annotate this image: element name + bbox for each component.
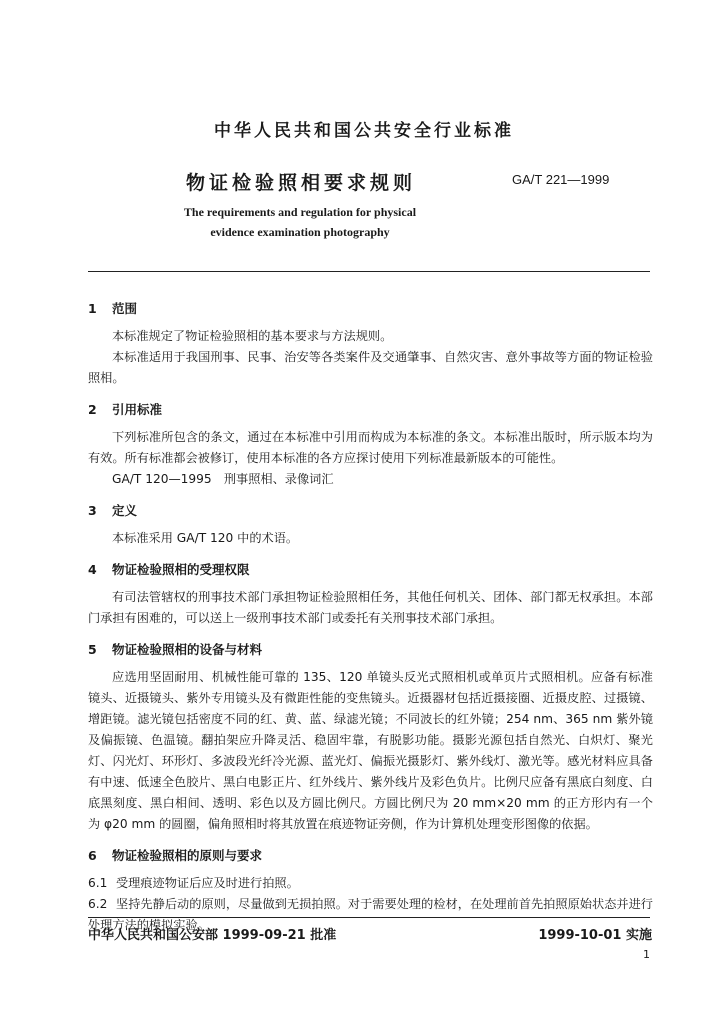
- clause-6-1-number: 6.1: [88, 876, 108, 890]
- approval-note: 中华人民共和国公安部 1999-09-21 批准: [88, 928, 337, 943]
- section-2-title: 引用标准: [112, 402, 163, 417]
- document-body: [88, 298, 653, 936]
- standard-title: 物证检验照相要求规则: [186, 172, 417, 194]
- section-5-number: 5: [88, 642, 97, 657]
- section-2-reference: GA/T 120—1995 刑事照相、录像词汇: [112, 472, 334, 486]
- english-title-line-2: evidence examination photography: [210, 225, 390, 239]
- section-1-heading: [88, 298, 653, 319]
- section-2-heading: [88, 399, 653, 420]
- section-2-paragraph-1: 下列标准所包含的条文，通过在本标准中引用而构成为本标准的条文。本标准出版时，所示版本均为有效。所有标准都会被修订，使用本标准的各方应探讨使用下列标准最新版本的可能性。: [88, 430, 653, 465]
- clause-6-1: [88, 873, 653, 894]
- section-1-title: 范围: [112, 301, 138, 316]
- section-5-heading: [88, 639, 653, 660]
- section-4-heading: [88, 559, 653, 580]
- issuer-heading: 中华人民共和国公共安全行业标准: [214, 121, 514, 141]
- section-3-title: 定义: [112, 503, 138, 518]
- section-3-heading: [88, 500, 653, 521]
- bottom-divider: [88, 917, 650, 918]
- section-1-paragraph-2: 本标准适用于我国刑事、民事、治安等各类案件及交通肇事、自然灾害、意外事故等方面的物证检验照相。: [88, 350, 653, 385]
- clause-6-2-number: 6.2: [88, 897, 108, 911]
- section-3-paragraph-1: 本标准采用 GA/T 120 中的术语。: [112, 531, 299, 545]
- english-title-line-1: The requirements and regulation for physical: [183, 205, 417, 219]
- top-divider: [88, 271, 650, 272]
- clause-6-1-text: 受理痕迹物证后应及时进行拍照。: [116, 876, 299, 890]
- section-6-title: 物证检验照相的原则与要求: [112, 848, 263, 863]
- section-4-number: 4: [88, 562, 97, 577]
- section-1-paragraph-1: 本标准规定了物证检验照相的基本要求与方法规则。: [112, 329, 393, 343]
- section-1-number: 1: [88, 301, 97, 316]
- section-5-paragraph-1: 应选用坚固耐用、机械性能可靠的 135、120 单镜头反光式照相机或单页片式照相机。应备有标准镜头、近摄镜头、紫外专用镜头及有微距性能的变焦镜头。近摄器材包括近摄接圈、近摄皮腔、过摄镜、增距镜。滤光镜包括密度不同的红、黄、蓝、绿滤光镜；不同波长的红外镜；254 nm、365 nm 紫外镜及偏振镜、色温镜。翻拍架应升降灵活、稳固牢靠，有脱影功能。摄影光源包括自然光、白炽灯、聚光灯、闪光灯、环形灯、多波段光纤冷光源、蓝光灯、偏振光摄影灯、紫外线灯、激光等。感光材料应具备有中速、低速全色胶片、黑白电影正片、红外线片、紫外线片及彩色负片。比例尺应备有黑底白刻度、白底黑刻度、黑白相间、透明、彩色以及方圆比例尺。方圆比例尺为 20 mm×20 mm 的正方形内有一个为 φ20 mm 的圆圈，偏角照相时将其放置在痕迹物证旁侧，作为计算机处理变形图像的依据。: [88, 670, 653, 831]
- clause-6-2-text: 坚持先静后动的原则，尽量做到无损拍照。对于需要处理的检材，在处理前首先拍照原始状态并进行处理方法的模拟实验。: [88, 897, 653, 932]
- section-6-heading: [88, 845, 653, 866]
- english-title: [0, 202, 600, 242]
- implementation-date: 1999-10-01 实施: [538, 928, 652, 943]
- section-4-paragraph-1: 有司法管辖权的刑事技术部门承担物证检验照相任务，其他任何机关、团体、部门都无权承担。本部门承担有困难的，可以送上一级刑事技术部门或委托有关刑事技术部门承担。: [88, 590, 653, 625]
- section-4-title: 物证检验照相的受理权限: [112, 562, 250, 577]
- section-5-title: 物证检验照相的设备与材料: [112, 642, 263, 657]
- section-3-number: 3: [88, 503, 97, 518]
- section-6-number: 6: [88, 848, 97, 863]
- section-2-number: 2: [88, 402, 97, 417]
- page-number: 1: [643, 948, 650, 961]
- standard-code: GA/T 221—1999: [512, 172, 610, 187]
